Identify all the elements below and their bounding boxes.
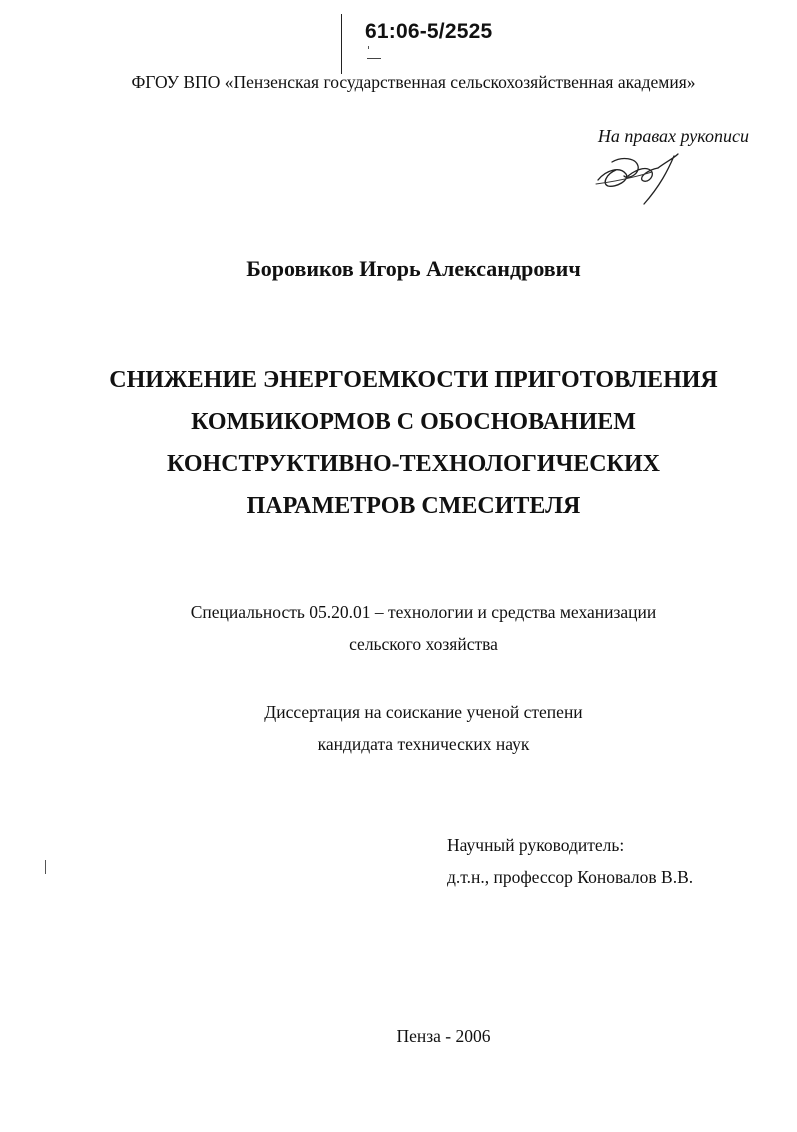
city-year: Пенза - 2006 [396,1026,491,1046]
supervisor-block [447,829,693,893]
supervisor-label: Научный руководитель: [447,835,625,855]
institution-name: ФГОУ ВПО «Пензенская государственная сельскохозяйственная академия» [131,72,696,92]
scan-speck [368,46,369,49]
rights-note: На правах рукописи [597,126,749,146]
title-line: КОНСТРУКТИВНО-ТЕХНОЛОГИЧЕСКИХ [167,451,660,477]
stamp-underline [367,58,381,59]
degree-block [0,696,797,760]
title-line: СНИЖЕНИЕ ЭНЕРГОЕМКОСТИ ПРИГОТОВЛЕНИЯ [109,367,718,393]
title-line: ПАРАМЕТРОВ СМЕСИТЕЛЯ [246,493,581,519]
handwritten-signature [592,140,692,210]
stamp-margin-line [341,14,342,74]
title-line: КОМБИКОРМОВ С ОБОСНОВАНИЕМ [191,409,636,435]
scan-speck [45,860,46,874]
specialty-block [0,596,797,660]
archive-stamp: 61:06-5/2525 [365,20,493,43]
dissertation-title [0,359,797,527]
supervisor-name: д.т.н., профессор Коновалов В.В. [447,867,694,887]
specialty-line: Специальность 05.20.01 – технологии и средства механизации [190,602,657,622]
degree-line: Диссертация на соискание ученой степени [264,702,583,722]
specialty-line: сельского хозяйства [349,634,498,654]
author-name: Боровиков Игорь Александрович [246,256,581,281]
degree-line: кандидата технических наук [317,734,530,754]
